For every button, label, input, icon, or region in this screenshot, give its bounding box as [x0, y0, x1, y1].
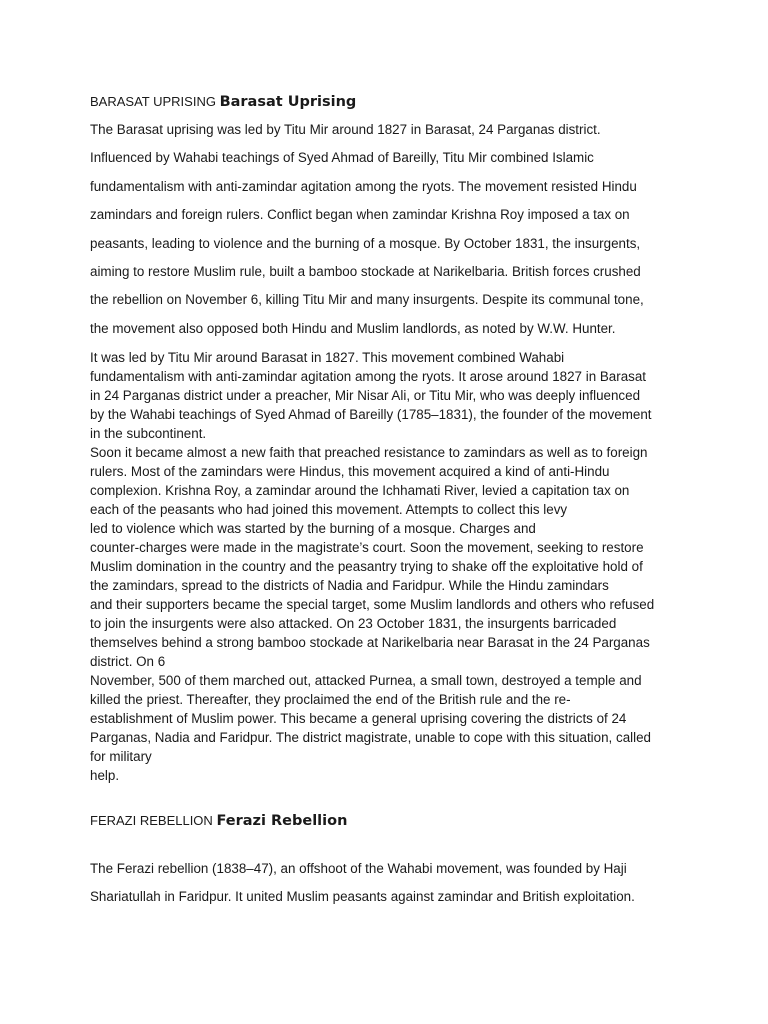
text-line: the zamindars, spread to the districts of Nadia and Faridpur. While the Hindu zamindars — [90, 578, 609, 593]
text-line: zamindars and foreign rulers. Conflict began when zamindar Krishna Roy imposed a tax on — [90, 207, 630, 223]
text-line: the rebellion on November 6, killing Titu Mir and many insurgents. Despite its communal tone, — [90, 292, 644, 308]
text-line: and their supporters became the special target, some Muslim landlords and others who refused — [90, 597, 655, 612]
barasat-summary-paragraph — [90, 116, 700, 343]
text-line: aiming to restore Muslim rule, built a bamboo stockade at Narikelbaria. British forces crushed — [90, 264, 641, 280]
text-line: peasants, leading to violence and the burning of a mosque. By October 1831, the insurgents, — [90, 235, 641, 251]
text-line: counter-charges were made in the magistrate’s court. Soon the movement, seeking to restore — [90, 540, 644, 555]
text-line: Soon it became almost a new faith that preached resistance to zamindars as well as to foreign — [90, 445, 648, 460]
text-line: It was led by Titu Mir around Barasat in 1827. This movement combined Wahabi — [90, 350, 565, 365]
text-line: in 24 Parganas district under a preacher, Mir Nisar Ali, or Titu Mir, who was deeply influenced — [90, 388, 641, 403]
text-line: Influenced by Wahabi teachings of Syed Ahmad of Bareilly, Titu Mir combined Islamic — [90, 150, 594, 166]
heading-caps: BARASAT UPRISING — [90, 94, 216, 109]
section-heading-barasat — [90, 94, 356, 110]
text-line: Parganas, Nadia and Faridpur. The district magistrate, unable to cope with this situation, called — [90, 730, 651, 745]
text-line: by the Wahabi teachings of Syed Ahmad of Bareilly (1785–1831), the founder of the movement — [90, 407, 652, 422]
text-line: complexion. Krishna Roy, a zamindar around the Ichhamati River, levied a capitation tax on — [90, 483, 630, 498]
text-line: for military — [90, 749, 152, 764]
text-line: to join the insurgents were also attacked. On 23 October 1831, the insurgents barricaded — [90, 616, 617, 631]
text-line: district. On 6 — [90, 654, 166, 669]
text-line: establishment of Muslim power. This became a general uprising covering the districts of 24 — [90, 711, 627, 726]
text-line: The Ferazi rebellion (1838–47), an offshoot of the Wahabi movement, was founded by Haji — [90, 861, 627, 876]
text-line: help. — [90, 768, 120, 783]
text-line: led to violence which was started by the burning of a mosque. Charges and — [90, 521, 536, 536]
ferazi-summary-paragraph — [90, 855, 700, 912]
heading-title: Ferazi Rebellion — [216, 813, 348, 829]
text-line: November, 500 of them marched out, attacked Purnea, a small town, destroyed a temple and — [90, 673, 642, 688]
text-line: themselves behind a strong bamboo stockade at Narikelbaria near Barasat in the 24 Parganas — [90, 635, 650, 650]
heading-title: Barasat Uprising — [219, 94, 357, 110]
barasat-detail-paragraph — [90, 348, 690, 785]
text-line: killed the priest. Thereafter, they proclaimed the end of the British rule and the re- — [90, 692, 571, 707]
text-line: fundamentalism with anti-zamindar agitation among the ryots. It arose around 1827 in Barasat — [90, 369, 647, 384]
text-line: Shariatullah in Faridpur. It united Muslim peasants against zamindar and British exploitation. — [90, 889, 635, 905]
text-line: fundamentalism with anti-zamindar agitation among the ryots. The movement resisted Hindu — [90, 178, 637, 194]
text-line: in the subcontinent. — [90, 426, 207, 441]
text-line: Muslim domination in the country and the peasantry trying to shake off the exploitative hold of — [90, 559, 643, 574]
text-line: rulers. Most of the zamindars were Hindus, this movement acquired a kind of anti-Hindu — [90, 464, 610, 479]
heading-caps: FERAZI REBELLION — [90, 813, 213, 828]
text-line: the movement also opposed both Hindu and Muslim landlords, as noted by W.W. Hunter. — [90, 320, 616, 336]
text-line: The Barasat uprising was led by Titu Mir around 1827 in Barasat, 24 Parganas district. — [90, 122, 601, 137]
section-heading-ferazi — [90, 813, 347, 829]
text-line: each of the peasants who had joined this movement. Attempts to collect this levy — [90, 502, 568, 517]
